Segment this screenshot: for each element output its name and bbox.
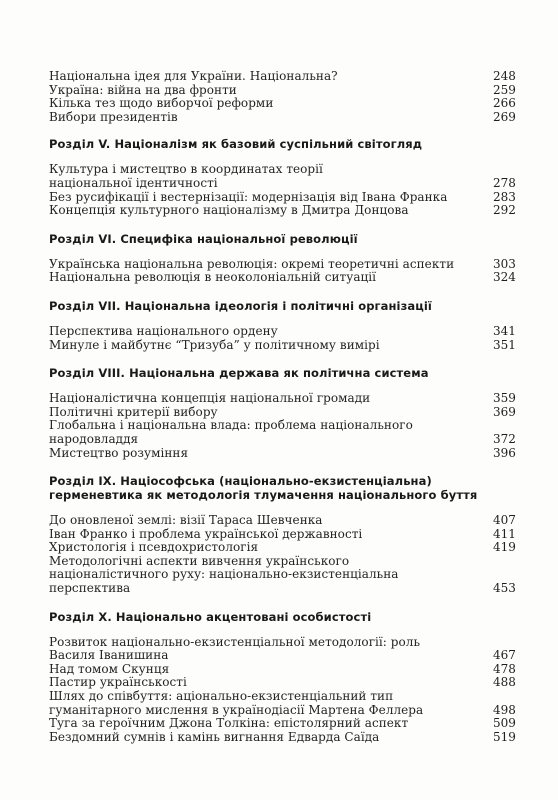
section-heading: Розділ VI. Специфіка національної революції xyxy=(49,231,358,246)
toc-section xyxy=(49,474,516,596)
toc-entry xyxy=(49,419,516,446)
entry-title: Культура і мистецтво в координатах теорії національної ідентичності xyxy=(49,162,323,190)
entry-title: Без русифікації і вестернізації: модернізація від Івана Франка xyxy=(49,189,448,204)
entry-page-number: 372 xyxy=(492,431,516,446)
toc-section xyxy=(49,70,516,124)
toc-entry xyxy=(49,191,516,205)
entry-page-number: 269 xyxy=(492,109,516,124)
entry-page-number: 359 xyxy=(492,391,516,406)
toc-entry xyxy=(49,663,516,677)
entry-title: Концепція культурного націоналізму в Дмитра Донцова xyxy=(49,203,409,218)
entry-title: Націоналістична концепція національної громади xyxy=(49,391,371,406)
entry-page-number: 369 xyxy=(492,404,516,419)
toc-entry xyxy=(49,514,516,528)
entry-page-number: 519 xyxy=(492,729,516,744)
toc-entry xyxy=(49,70,516,84)
toc-entry xyxy=(49,84,516,98)
section-heading: Розділ IX. Націософська (національно-екзистенціальна) герменевтика як методологія тлумачення національного буття xyxy=(49,474,478,503)
toc-entry xyxy=(49,392,516,406)
entry-page-number: 396 xyxy=(492,445,516,460)
toc-entry xyxy=(49,271,516,285)
toc-entry xyxy=(49,258,516,272)
toc-entry xyxy=(49,636,516,663)
entry-title: Шлях до співбуття: аціонально-екзистенціальний тип гуманітарного мислення в українодіасії Мартена Феллера xyxy=(49,689,424,717)
entry-title: Бездомний сумнів і камінь вигнання Едварда Саїда xyxy=(49,729,380,744)
toc-entry xyxy=(49,541,516,555)
entry-title: Пастир українськості xyxy=(49,675,187,690)
entry-page-number: 467 xyxy=(492,648,516,663)
entry-title: Українська національна революція: окремі теоретичні аспекти xyxy=(49,256,455,271)
section-heading: Розділ VII. Національна ідеологія і політичні організації xyxy=(49,298,432,313)
entry-title: Політичні критерії вибору xyxy=(49,404,218,419)
toc-entry xyxy=(49,447,516,461)
entry-page-number: 303 xyxy=(492,256,516,271)
entry-title: Національна революція в неоколоніальній ситуації xyxy=(49,270,377,285)
entry-page-number: 488 xyxy=(492,675,516,690)
entry-page-number: 509 xyxy=(492,716,516,731)
table-of-contents xyxy=(49,70,516,744)
entry-page-number: 341 xyxy=(492,323,516,338)
entry-page-number: 278 xyxy=(492,175,516,190)
toc-entry xyxy=(49,97,516,111)
entry-title: Христологія і псевдохристологія xyxy=(49,540,259,555)
entry-title: До оновленої землі: візії Тараса Шевченка xyxy=(49,513,323,528)
toc-section xyxy=(49,366,516,460)
entry-page-number: 259 xyxy=(492,82,516,97)
entry-page-number: 324 xyxy=(492,270,516,285)
entry-title: Розвиток національно-екзистенціальної методології: роль Василя Іванишина xyxy=(49,634,421,663)
entry-title: Кілька тез щодо виборчої реформи xyxy=(49,96,274,111)
entry-page-number: 266 xyxy=(492,96,516,111)
entry-page-number: 292 xyxy=(492,203,516,218)
entry-title: Перспектива національного ордену xyxy=(49,323,278,338)
section-heading: Розділ V. Націоналізм як базовий суспільний світогляд xyxy=(49,137,423,152)
entry-page-number: 411 xyxy=(492,526,516,541)
toc-entry xyxy=(49,690,516,717)
entry-title: Іван Франко і проблема української державності xyxy=(49,526,363,541)
entry-page-number: 453 xyxy=(492,581,516,596)
entry-title: Минуле і майбутнє “Тризуба” у політичному вимірі xyxy=(49,337,380,352)
entry-title: Національна ідея для України. Національна? xyxy=(49,69,338,83)
toc-entry xyxy=(49,528,516,542)
section-heading: Розділ X. Національно акцентовані особистості xyxy=(49,609,372,624)
entry-page-number: 419 xyxy=(492,540,516,555)
toc-entry xyxy=(49,204,516,218)
entry-title: Туга за героїчним Джона Толкіна: епістолярний аспект xyxy=(49,716,409,731)
toc-entry xyxy=(49,406,516,420)
entry-page-number: 248 xyxy=(492,69,516,83)
entry-title: Над томом Скунця xyxy=(49,661,170,676)
toc-entry xyxy=(49,717,516,731)
toc-section xyxy=(49,137,516,217)
toc-section xyxy=(49,232,516,285)
entry-title: Глобальна і національна влада: проблема національного народовладдя xyxy=(49,418,413,446)
toc-entry xyxy=(49,111,516,125)
toc-entry xyxy=(49,163,516,190)
toc-entry xyxy=(49,676,516,690)
entry-page-number: 283 xyxy=(492,189,516,204)
entry-title: Методологічні аспекти вивчення українського націоналістичного руху: національно-екзистенціальна перспектива xyxy=(49,553,399,596)
entry-page-number: 478 xyxy=(492,661,516,676)
entry-page-number: 407 xyxy=(492,513,516,528)
section-heading: Розділ VIII. Національна держава як політична система xyxy=(49,366,429,381)
entry-title: Україна: війна на два фронти xyxy=(49,82,237,97)
entry-title: Мистецтво розуміння xyxy=(49,445,189,460)
entry-page-number: 351 xyxy=(492,337,516,352)
toc-entry xyxy=(49,339,516,353)
toc-entry xyxy=(49,731,516,745)
toc-section xyxy=(49,610,516,745)
entry-title: Вибори президентів xyxy=(49,109,178,124)
toc-entry xyxy=(49,325,516,339)
entry-page-number: 498 xyxy=(492,702,516,717)
toc-entry xyxy=(49,555,516,596)
toc-section xyxy=(49,299,516,352)
